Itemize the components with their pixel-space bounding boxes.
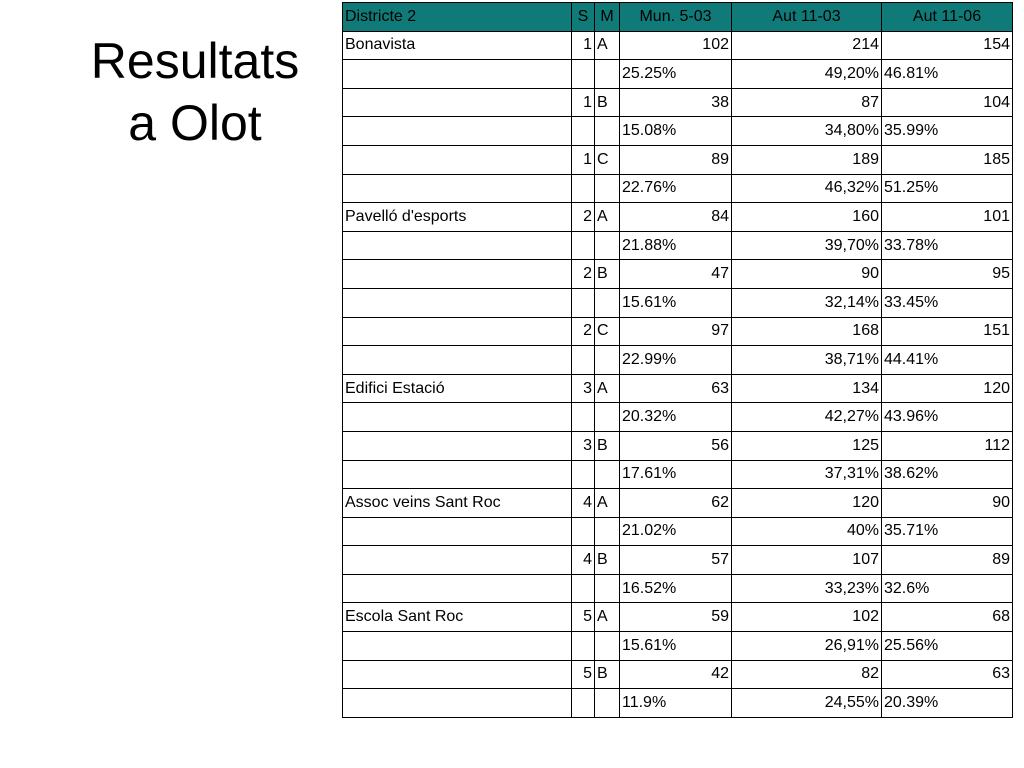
table-row-percent [343,689,1013,718]
aut03-percent-cell: 39,70% [732,231,882,260]
station-name-cell: Assoc veins Sant Roc [343,489,572,518]
table-row-percent [343,346,1013,375]
empty-cell [572,117,595,146]
mun-percent-cell: 15.08% [620,117,732,146]
header-district: Districte 2 [343,3,572,32]
table-row-percent [343,632,1013,661]
table-cell: C [595,317,620,346]
aut03-count-cell: 102 [732,603,882,632]
mun-percent-cell: 16.52% [620,574,732,603]
empty-cell [572,288,595,317]
empty-cell [595,174,620,203]
results-table [342,2,1013,718]
header-m: M [595,3,620,32]
aut03-count-cell: 87 [732,88,882,117]
section-cell: 1 [572,145,595,174]
aut06-percent-cell: 44.41% [882,346,1013,375]
aut03-count-cell: 120 [732,489,882,518]
empty-cell [572,689,595,718]
table-row [343,260,1013,289]
station-name-cell [343,317,572,346]
mun-count-cell: 62 [620,489,732,518]
aut06-count-cell: 101 [882,203,1013,232]
empty-cell [343,632,572,661]
table-row [343,489,1013,518]
empty-cell [595,231,620,260]
section-cell: 2 [572,260,595,289]
mun-count-cell: 57 [620,546,732,575]
empty-cell [572,174,595,203]
table-cell: B [595,260,620,289]
aut06-percent-cell: 20.39% [882,689,1013,718]
slide-title-line2: a Olot [128,95,262,151]
slide-title [60,30,330,154]
empty-cell [343,460,572,489]
aut06-percent-cell: 35.99% [882,117,1013,146]
empty-cell [595,60,620,89]
aut03-count-cell: 82 [732,660,882,689]
empty-cell [343,117,572,146]
aut06-percent-cell: 38.62% [882,460,1013,489]
empty-cell [595,689,620,718]
table-cell: A [595,603,620,632]
table-row [343,374,1013,403]
aut06-count-cell: 112 [882,431,1013,460]
empty-cell [595,574,620,603]
section-cell: 2 [572,203,595,232]
mun-count-cell: 89 [620,145,732,174]
mun-percent-cell: 15.61% [620,632,732,661]
aut03-percent-cell: 38,71% [732,346,882,375]
station-name-cell [343,431,572,460]
empty-cell [595,288,620,317]
table-cell: A [595,203,620,232]
table-row [343,203,1013,232]
section-cell: 3 [572,374,595,403]
table-cell: C [595,145,620,174]
mun-count-cell: 47 [620,260,732,289]
header-aut03: Aut 11-03 [732,3,882,32]
aut06-count-cell: 185 [882,145,1013,174]
table-row [343,145,1013,174]
table-row-percent [343,403,1013,432]
mun-percent-cell: 15.61% [620,288,732,317]
section-cell: 3 [572,431,595,460]
empty-cell [595,517,620,546]
mun-count-cell: 97 [620,317,732,346]
empty-cell [572,517,595,546]
station-name-cell [343,145,572,174]
mun-percent-cell: 21.88% [620,231,732,260]
aut03-count-cell: 168 [732,317,882,346]
mun-percent-cell: 21.02% [620,517,732,546]
mun-percent-cell: 20.32% [620,403,732,432]
mun-percent-cell: 11.9% [620,689,732,718]
mun-count-cell: 84 [620,203,732,232]
table-cell: A [595,489,620,518]
mun-percent-cell: 17.61% [620,460,732,489]
empty-cell [343,174,572,203]
aut03-percent-cell: 40% [732,517,882,546]
header-mun: Mun. 5-03 [620,3,732,32]
table-cell: B [595,546,620,575]
header-s: S [572,3,595,32]
table-row [343,317,1013,346]
section-cell: 4 [572,546,595,575]
table-body [343,31,1013,717]
aut06-count-cell: 120 [882,374,1013,403]
section-cell: 5 [572,603,595,632]
aut06-count-cell: 104 [882,88,1013,117]
table-row-percent [343,517,1013,546]
slide-title-line1: Resultats [90,33,300,89]
aut03-percent-cell: 32,14% [732,288,882,317]
aut03-percent-cell: 24,55% [732,689,882,718]
aut03-percent-cell: 37,31% [732,460,882,489]
aut03-percent-cell: 46,32% [732,174,882,203]
mun-count-cell: 38 [620,88,732,117]
header-aut06: Aut 11-06 [882,3,1013,32]
empty-cell [343,346,572,375]
table-row-percent [343,288,1013,317]
table-row-percent [343,460,1013,489]
aut03-count-cell: 214 [732,31,882,60]
section-cell: 5 [572,660,595,689]
mun-count-cell: 63 [620,374,732,403]
station-name-cell [343,88,572,117]
mun-count-cell: 56 [620,431,732,460]
station-name-cell: Pavelló d'esports [343,203,572,232]
aut06-count-cell: 90 [882,489,1013,518]
aut03-percent-cell: 26,91% [732,632,882,661]
empty-cell [595,346,620,375]
table-header-row [343,3,1013,32]
aut06-percent-cell: 43.96% [882,403,1013,432]
section-cell: 2 [572,317,595,346]
section-cell: 1 [572,88,595,117]
table-cell: A [595,374,620,403]
station-name-cell: Escola Sant Roc [343,603,572,632]
table-cell: B [595,660,620,689]
station-name-cell [343,260,572,289]
empty-cell [572,403,595,432]
mun-percent-cell: 22.99% [620,346,732,375]
empty-cell [595,117,620,146]
aut06-percent-cell: 46.81% [882,60,1013,89]
empty-cell [572,346,595,375]
station-name-cell: Edifici Estació [343,374,572,403]
empty-cell [572,460,595,489]
table-row-percent [343,117,1013,146]
aut03-count-cell: 107 [732,546,882,575]
table-row-percent [343,574,1013,603]
table-row-percent [343,231,1013,260]
table-row [343,431,1013,460]
section-cell: 4 [572,489,595,518]
aut03-count-cell: 160 [732,203,882,232]
empty-cell [572,574,595,603]
aut06-percent-cell: 25.56% [882,632,1013,661]
aut06-count-cell: 68 [882,603,1013,632]
aut06-count-cell: 89 [882,546,1013,575]
empty-cell [343,403,572,432]
mun-count-cell: 102 [620,31,732,60]
empty-cell [343,231,572,260]
aut06-count-cell: 151 [882,317,1013,346]
aut03-count-cell: 189 [732,145,882,174]
aut03-count-cell: 134 [732,374,882,403]
station-name-cell [343,546,572,575]
aut06-percent-cell: 51.25% [882,174,1013,203]
aut06-count-cell: 154 [882,31,1013,60]
table-row-percent [343,174,1013,203]
empty-cell [343,689,572,718]
empty-cell [572,231,595,260]
aut03-percent-cell: 34,80% [732,117,882,146]
aut06-percent-cell: 32.6% [882,574,1013,603]
station-name-cell [343,660,572,689]
aut03-percent-cell: 42,27% [732,403,882,432]
empty-cell [595,460,620,489]
table-row [343,546,1013,575]
table-cell: B [595,88,620,117]
table-row [343,603,1013,632]
empty-cell [595,403,620,432]
aut03-percent-cell: 33,23% [732,574,882,603]
empty-cell [343,288,572,317]
mun-count-cell: 59 [620,603,732,632]
aut03-count-cell: 90 [732,260,882,289]
aut06-percent-cell: 33.78% [882,231,1013,260]
mun-percent-cell: 25.25% [620,60,732,89]
aut06-count-cell: 95 [882,260,1013,289]
empty-cell [572,60,595,89]
table-row [343,660,1013,689]
mun-percent-cell: 22.76% [620,174,732,203]
empty-cell [572,632,595,661]
aut06-percent-cell: 33.45% [882,288,1013,317]
empty-cell [343,60,572,89]
aut06-percent-cell: 35.71% [882,517,1013,546]
mun-count-cell: 42 [620,660,732,689]
empty-cell [595,632,620,661]
table-row [343,31,1013,60]
aut06-count-cell: 63 [882,660,1013,689]
empty-cell [343,574,572,603]
empty-cell [343,517,572,546]
table-row [343,88,1013,117]
aut03-count-cell: 125 [732,431,882,460]
section-cell: 1 [572,31,595,60]
station-name-cell: Bonavista [343,31,572,60]
aut03-percent-cell: 49,20% [732,60,882,89]
table-cell: B [595,431,620,460]
table-cell: A [595,31,620,60]
table-row-percent [343,60,1013,89]
